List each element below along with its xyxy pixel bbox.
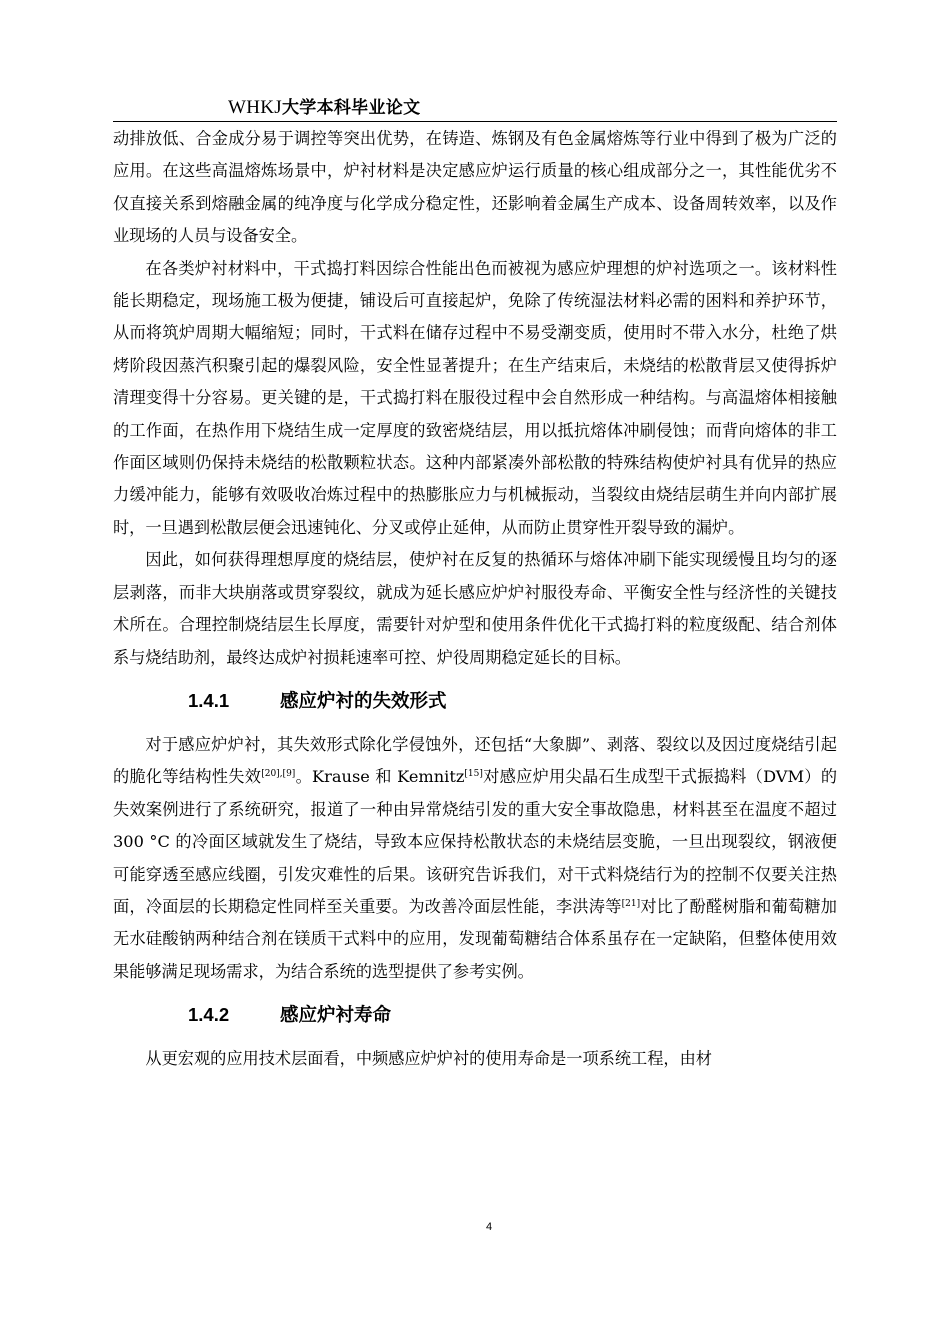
citation: [15] xyxy=(464,768,483,779)
header-code: WHKJ xyxy=(228,97,282,118)
section-heading-1-4-1 xyxy=(113,676,837,727)
page-number: 4 xyxy=(485,1221,493,1233)
paragraph-text: 对比了酚醛树脂和葡萄糖加无水硅酸钠两种结合剂在镁质干式料中的应用，发现葡萄糖结合体系虽存在一定缺陷，但整体使用效果能够满足现场需求，为结合系统的选型提供了参考实例。 xyxy=(113,896,837,981)
paragraph-text: 对于感应炉炉衬，其失效形式除化学侵蚀外，还包括“大象脚”、剥落、裂纹以及因过度烧结引起的脆化等结构性失效 xyxy=(113,734,837,787)
document-body xyxy=(113,123,837,1076)
section-number: 1.4.1 xyxy=(188,689,230,711)
paragraph-continued: 动排放低、合金成分易于调控等突出优势，在铸造、炼钢及有色金属熔炼等行业中得到了极为广泛的应用。在这些高温熔炼场景中，炉衬材料是决定感应炉运行质量的核心组成部分之一，其性能优劣不仅直接关系到熔融金属的纯净度与化学成分稳定性，还影响着金属生产成本、设备周转效率，以及作业现场的人员与设备安全。 xyxy=(113,129,837,246)
page-header xyxy=(228,93,420,119)
section-heading-1-4-2 xyxy=(113,990,837,1041)
section-number: 1.4.2 xyxy=(188,1004,230,1026)
paragraph-text: 。Krause 和 Kemnitz xyxy=(295,767,465,787)
header-title: 大学本科毕业论文 xyxy=(281,98,421,118)
citation: [21] xyxy=(621,898,641,909)
paragraph-failure-modes xyxy=(113,729,837,988)
paragraph-sinter-layer: 因此，如何获得理想厚度的烧结层，使炉衬在反复的热循环与熔体冲刷下能实现缓慢且均匀的逐层剥落，而非大块崩落或贯穿裂纹，就成为延长感应炉炉衬服役寿命、平衡安全性与经济性的关键技术所在。合理控制烧结层生长厚度，需要针对炉型和使用条件优化干式捣打料的粒度级配、结合剂体系与烧结助剂，最终达成炉衬损耗速率可控、炉役周期稳定延长的目标。 xyxy=(113,550,837,667)
section-title: 感应炉衬寿命 xyxy=(280,1005,392,1027)
header-rule xyxy=(113,121,837,122)
paragraph-lining-life: 从更宏观的应用技术层面看，中频感应炉炉衬的使用寿命是一项系统工程，由材 xyxy=(145,1049,712,1069)
section-title: 感应炉衬的失效形式 xyxy=(280,690,447,712)
paragraph-dry-ramming-material: 在各类炉衬材料中，干式捣打料因综合性能出色而被视为感应炉理想的炉衬选项之一。该材料性能长期稳定，现场施工极为便捷，铺设后可直接起炉，免除了传统湿法材料必需的困料和养护环节，从而将筑炉周期大幅缩短；同时，干式料在储存过程中不易受潮变质，使用时不带入水分，杜绝了烘烤阶段因蒸汽积聚引起的爆裂风险，安全性显著提升；在生产结束后，未烧结的松散背层又使得拆炉清理变得十分容易。更关键的是，干式捣打料在服役过程中会自然形成一种结构。与高温熔体相接触的工作面，在热作用下烧结生成一定厚度的致密烧结层，用以抵抗熔体冲刷侵蚀；而背向熔体的非工作面区域则仍保持未烧结的松散颗粒状态。这种内部紧凑外部松散的特殊结构使炉衬具有优异的热应力缓冲能力，能够有效吸收冶炼过程中的热膨胀应力与机械振动，当裂纹由烧结层萌生并向内部扩展时，一旦遇到松散层便会迅速钝化、分叉或停止延伸，从而防止贯穿性开裂导致的漏炉。 xyxy=(113,258,837,537)
paragraph-text: 对感应炉用尖晶石生成型干式振捣料（DVM）的失效案例进行了系统研究，报道了一种由异常烧结引发的重大安全事故隐患，材料甚至在温度不超过 300 °C 的冷面区域就发生了烧结，导致本应保持松散状态的未烧结层变脆，一旦出现裂纹，钢液便可能穿透至感应线圈，引发灾难性的后果。该研究告诉我们，对干式料烧结行为的控制不仅要关注热面，冷面层的长期稳定性同样至关重要。为改善冷面层性能，李洪涛等 xyxy=(113,767,838,916)
citation: [20],[9] xyxy=(261,768,296,779)
